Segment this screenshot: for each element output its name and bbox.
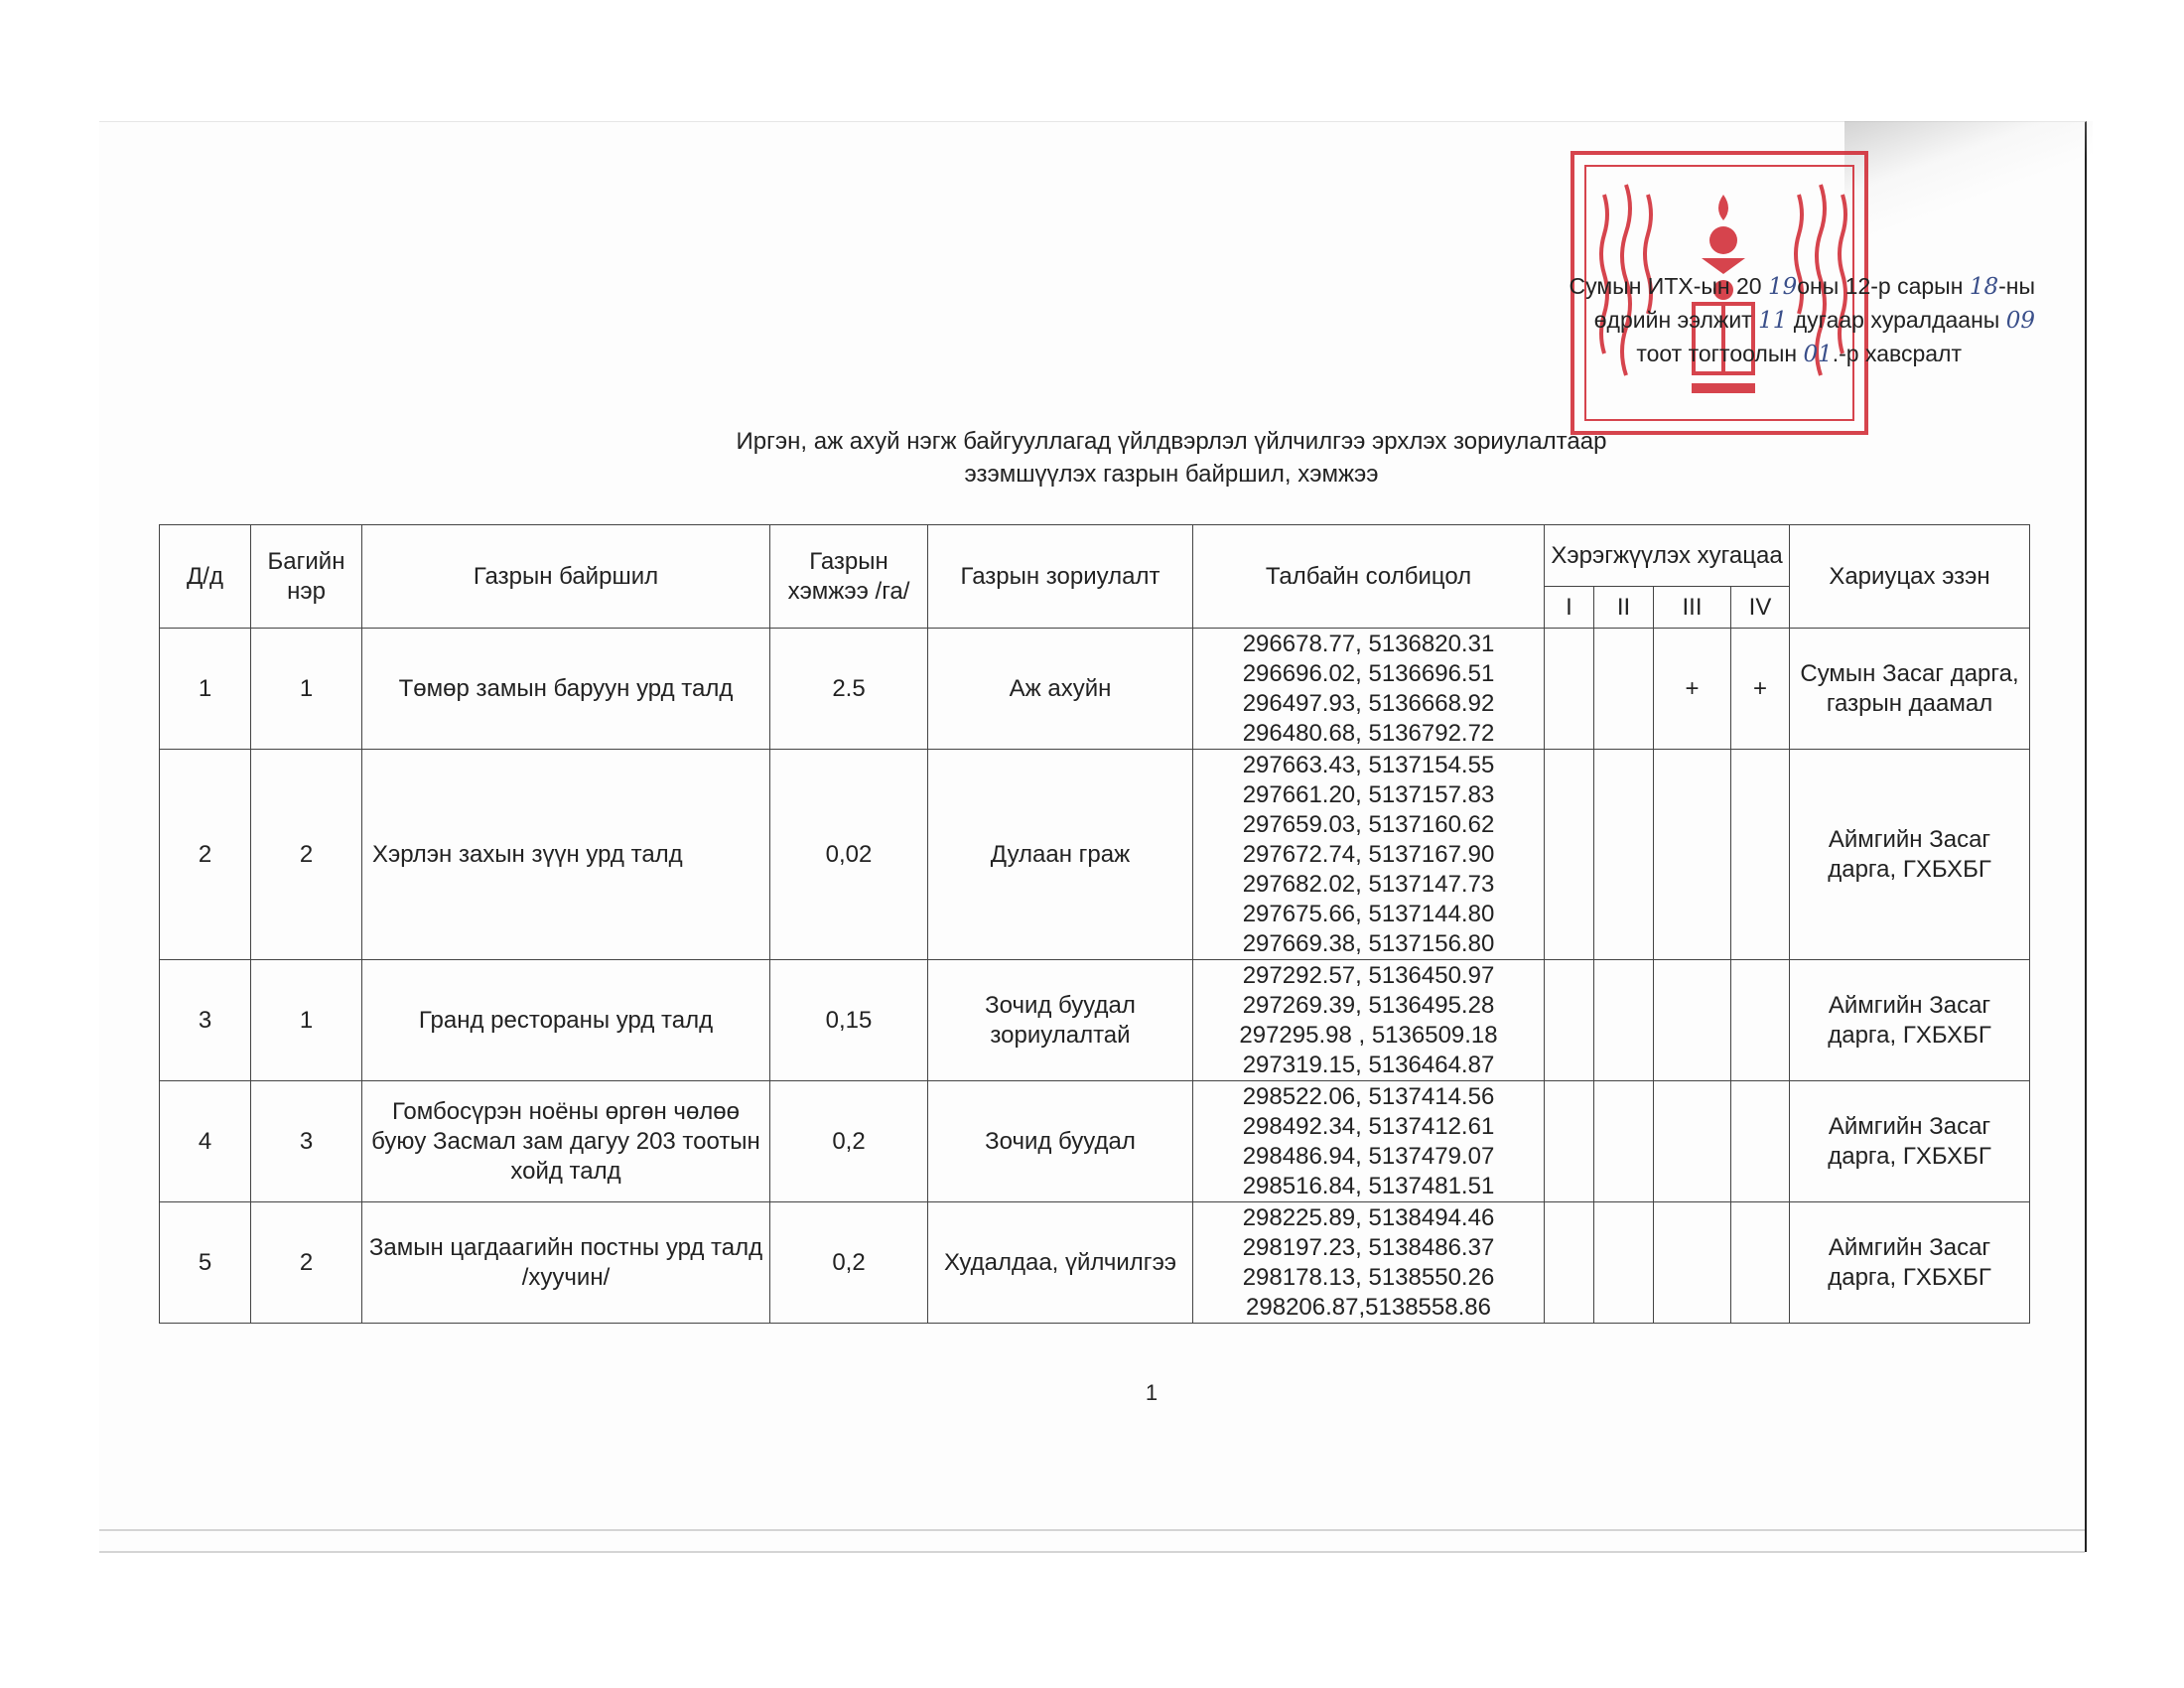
cell-location: Төмөр замын баруун урд талд: [362, 629, 770, 750]
cell-coordinates: [1193, 960, 1545, 1081]
cell-quarter-3: [1654, 1202, 1731, 1324]
cell-responsible: Аймгийн Засаг дарга, ГХБХБГ: [1790, 1202, 2030, 1324]
coordinate-line: 296696.02, 5136696.51: [1242, 659, 1495, 687]
cell-bag: 1: [251, 960, 362, 1081]
handwritten-annex-number: 01: [1803, 342, 1833, 367]
cell-no: 2: [160, 750, 251, 960]
document-title: [596, 425, 1747, 491]
table-row: [160, 750, 2030, 960]
coordinate-line: 298225.89, 5138494.46: [1242, 1203, 1495, 1231]
cell-quarter-2: [1594, 1081, 1654, 1202]
cell-quarter-2: [1594, 750, 1654, 960]
cell-responsible: Аймгийн Засаг дарга, ГХБХБГ: [1790, 960, 2030, 1081]
cell-purpose: Зочид буудал зориулалтай: [928, 960, 1193, 1081]
coordinate-line: 297672.74, 5137167.90: [1242, 840, 1495, 868]
cell-quarter-4: [1731, 1202, 1790, 1324]
coordinate-line: 297669.38, 5137156.80: [1242, 929, 1495, 957]
cell-quarter-2: [1594, 960, 1654, 1081]
cell-bag: 2: [251, 1202, 362, 1324]
cell-responsible: Аймгийн Засаг дарга, ГХБХБГ: [1790, 750, 2030, 960]
annex-note-line-1: Сумын ИТХ-ын 20 19оны 12-р сарын 18-ны: [1569, 273, 2035, 300]
coordinate-line: 296480.68, 5136792.72: [1242, 719, 1495, 747]
header-quarter-3: III: [1654, 587, 1731, 629]
title-line-1: Иргэн, аж ахуй нэгж байгууллагад үйлдвэрлэл үйлчилгээ эрхлэх зориулалтаар: [736, 428, 1607, 455]
cell-quarter-3: [1654, 960, 1731, 1081]
coordinate-line: 298486.94, 5137479.07: [1242, 1142, 1495, 1170]
cell-quarter-3: [1654, 750, 1731, 960]
coordinate-line: 298206.87,5138558.86: [1246, 1293, 1491, 1321]
cell-quarter-4: [1731, 960, 1790, 1081]
cell-location: Гомбосүрэн ноёны өргөн чөлөө буюу Засмал зам дагуу 203 тоотын хойд талд: [362, 1081, 770, 1202]
cell-quarter-1: [1545, 1202, 1594, 1324]
cell-responsible: Аймгийн Засаг дарга, ГХБХБГ: [1790, 1081, 2030, 1202]
table-row: [160, 960, 2030, 1081]
cell-responsible: Сумын Засаг дарга, газрын даамал: [1790, 629, 2030, 750]
coordinate-line: 297663.43, 5137154.55: [1242, 751, 1495, 778]
cell-area: 0,15: [770, 960, 928, 1081]
cell-quarter-4: [1731, 1081, 1790, 1202]
handwritten-year: 19: [1767, 274, 1798, 300]
cell-no: 3: [160, 960, 251, 1081]
cell-area: 0,2: [770, 1081, 928, 1202]
header-quarter-2: II: [1594, 587, 1654, 629]
header-implementation-period: Хэрэгжүүлэх хугацаа: [1545, 525, 1790, 587]
header-bag-name: Багийн нэр: [251, 525, 362, 629]
cell-quarter-1: [1545, 960, 1594, 1081]
page-number: 1: [1145, 1380, 1159, 1405]
cell-quarter-1: [1545, 750, 1594, 960]
coordinate-line: 297269.39, 5136495.28: [1242, 991, 1495, 1019]
cell-no: 1: [160, 629, 251, 750]
coordinate-line: 298178.13, 5138550.26: [1242, 1263, 1495, 1291]
cell-purpose: Аж ахуйн: [928, 629, 1193, 750]
cell-area: 0,02: [770, 750, 928, 960]
cell-area: 2.5: [770, 629, 928, 750]
resolution-annex-note: [1469, 270, 2035, 371]
handwritten-resolution-number: 09: [2005, 308, 2035, 334]
coordinate-line: 297659.03, 5137160.62: [1242, 810, 1495, 838]
header-purpose: Газрын зориулалт: [928, 525, 1193, 629]
header-coordinates: Талбайн солбицол: [1193, 525, 1545, 629]
cell-quarter-4: [1731, 750, 1790, 960]
coordinate-line: 297319.15, 5136464.87: [1242, 1051, 1495, 1078]
page-corner-fold: [1844, 121, 2093, 240]
header-area: Газрын хэмжээ /га/: [770, 525, 928, 629]
cell-purpose: Зочид буудал: [928, 1081, 1193, 1202]
cell-quarter-2: [1594, 629, 1654, 750]
cell-quarter-1: [1545, 629, 1594, 750]
coordinate-line: 296678.77, 5136820.31: [1242, 630, 1495, 657]
cell-location: Замын цагдаагийн постны урд талд /хуучин/: [362, 1202, 770, 1324]
cell-location: Гранд рестораны урд талд: [362, 960, 770, 1081]
cell-quarter-2: [1594, 1202, 1654, 1324]
coordinate-line: 296497.93, 5136668.92: [1242, 689, 1495, 717]
coordinate-line: 298492.34, 5137412.61: [1242, 1112, 1495, 1140]
table-row: [160, 1081, 2030, 1202]
cell-area: 0,2: [770, 1202, 928, 1324]
cell-quarter-3: +: [1654, 629, 1731, 750]
cell-quarter-3: [1654, 1081, 1731, 1202]
handwritten-session-number: 11: [1758, 308, 1788, 334]
land-allocation-table: [159, 524, 2030, 1324]
coordinate-line: 297661.20, 5137157.83: [1242, 780, 1495, 808]
coordinate-line: 298516.84, 5137481.51: [1242, 1172, 1495, 1199]
header-quarter-4: IV: [1731, 587, 1790, 629]
header-location: Газрын байршил: [362, 525, 770, 629]
annex-note-line-3: тоот тогтоолын 01.-р хавсралт: [1636, 341, 1962, 367]
cell-coordinates: [1193, 1202, 1545, 1324]
annex-note-line-2: өдрийн ээлжит 11 дугаар хуралдааны 09: [1593, 307, 2035, 334]
scan-edge-line: [99, 1551, 2085, 1553]
coordinate-line: 298522.06, 5137414.56: [1242, 1082, 1495, 1110]
coordinate-line: 297675.66, 5137144.80: [1242, 900, 1495, 927]
handwritten-day: 18: [1969, 274, 1999, 300]
cell-bag: 1: [251, 629, 362, 750]
cell-coordinates: [1193, 1081, 1545, 1202]
cell-quarter-4: +: [1731, 629, 1790, 750]
title-line-2: эзэмшүүлэх газрын байршил, хэмжээ: [964, 461, 1379, 488]
coordinate-line: 297292.57, 5136450.97: [1242, 961, 1495, 989]
coordinate-line: 298197.23, 5138486.37: [1242, 1233, 1495, 1261]
scan-edge-line: [99, 1529, 2085, 1531]
header-responsible: Хариуцах эзэн: [1790, 525, 2030, 629]
table-row: [160, 629, 2030, 750]
cell-quarter-1: [1545, 1081, 1594, 1202]
cell-no: 5: [160, 1202, 251, 1324]
cell-bag: 2: [251, 750, 362, 960]
table-row: [160, 1202, 2030, 1324]
cell-coordinates: [1193, 629, 1545, 750]
coordinate-line: 297682.02, 5137147.73: [1242, 870, 1495, 898]
header-quarter-1: I: [1545, 587, 1594, 629]
cell-bag: 3: [251, 1081, 362, 1202]
header-no: Д/д: [160, 525, 251, 629]
cell-purpose: Худалдаа, үйлчилгээ: [928, 1202, 1193, 1324]
cell-no: 4: [160, 1081, 251, 1202]
cell-location: Хэрлэн захын зүүн урд талд: [362, 750, 770, 960]
cell-coordinates: [1193, 750, 1545, 960]
coordinate-line: 297295.98 , 5136509.18: [1239, 1021, 1498, 1049]
cell-purpose: Дулаан граж: [928, 750, 1193, 960]
